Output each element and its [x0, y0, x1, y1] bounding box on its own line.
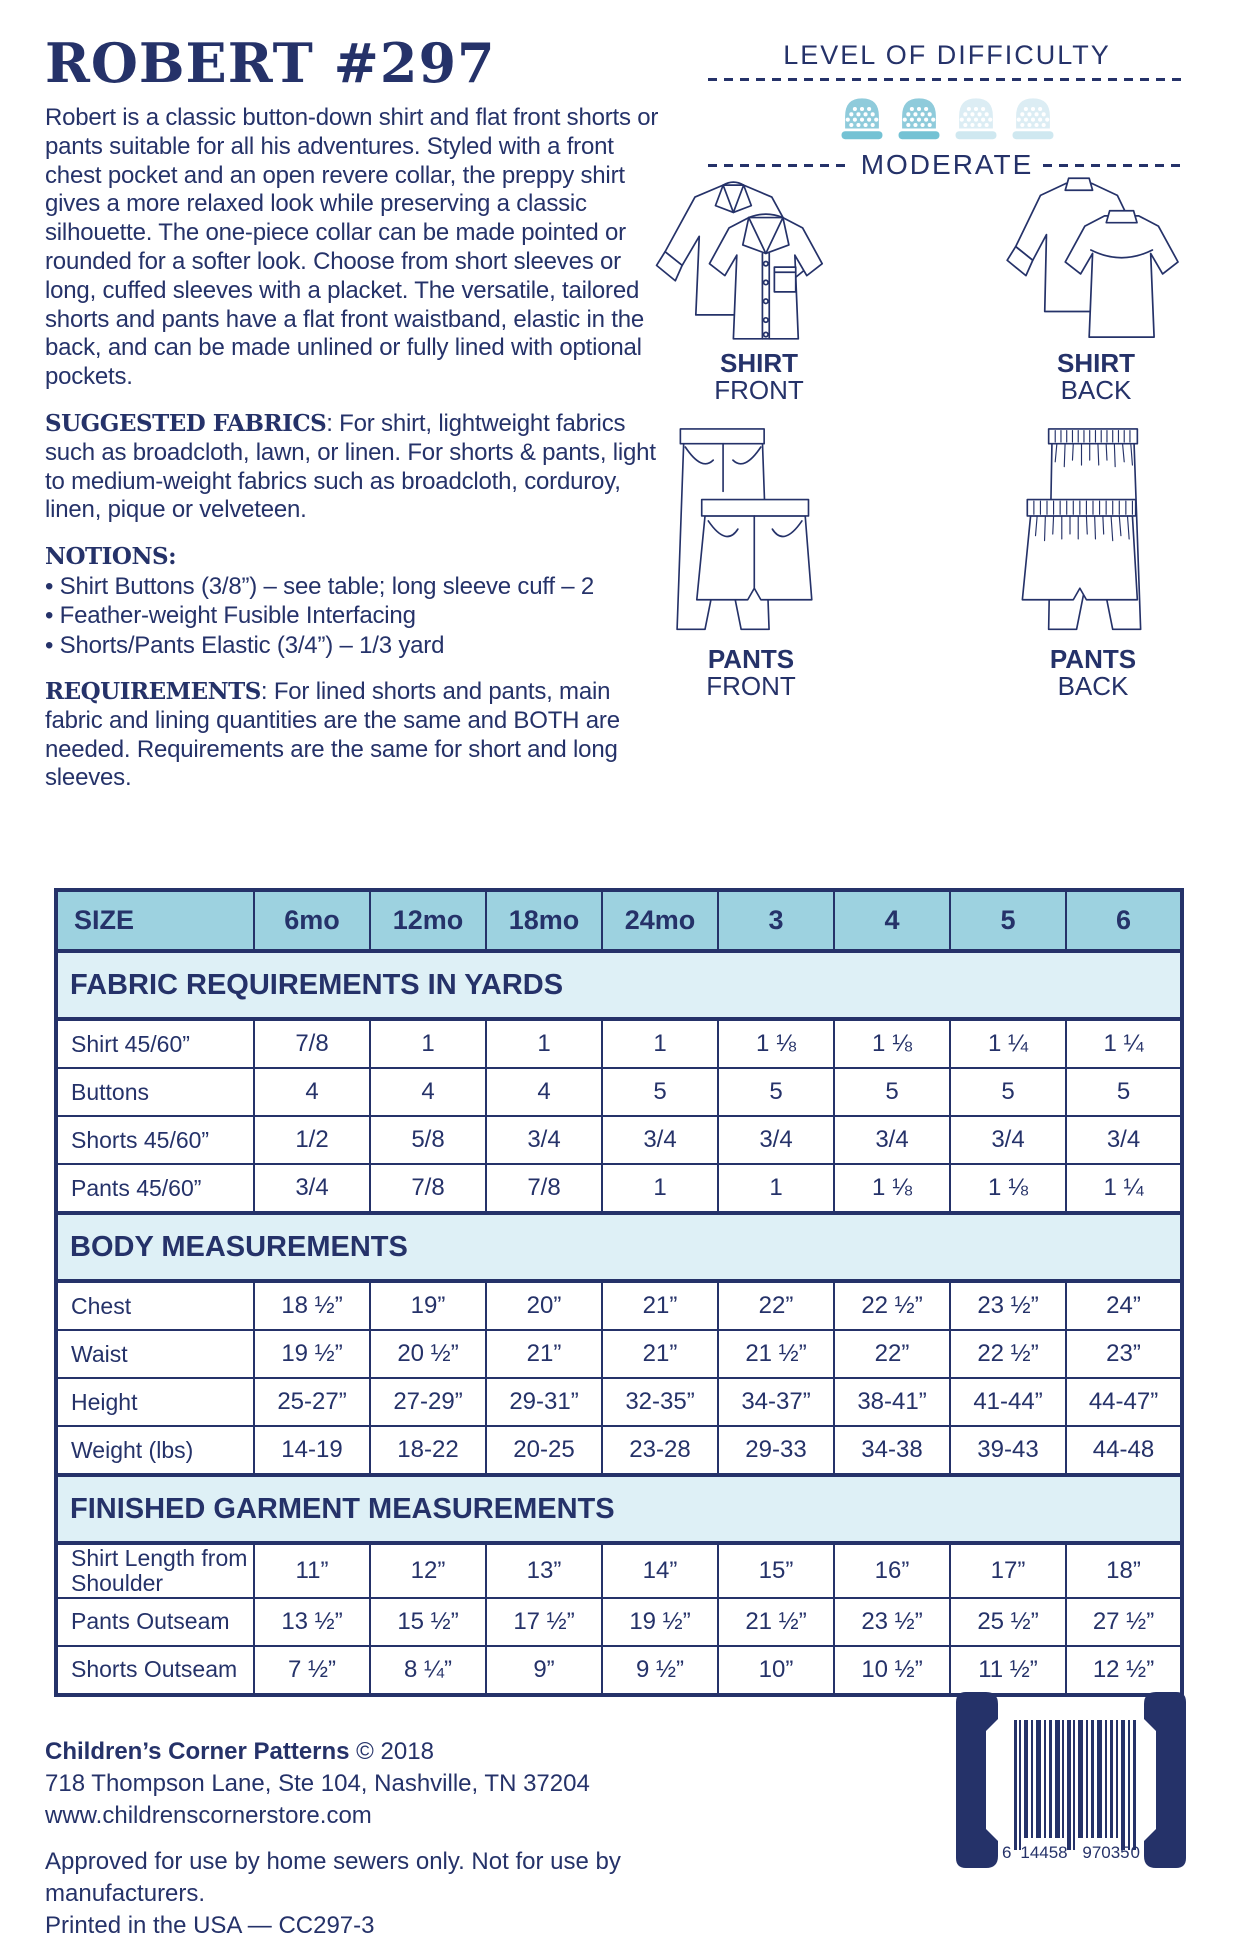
table-cell: 21” [602, 1330, 718, 1378]
difficulty-panel [708, 40, 1186, 181]
table-cell: 8 ¼” [370, 1646, 486, 1695]
table-cell: 1 ¼ [1066, 1164, 1182, 1213]
row-label: Shirt 45/60” [56, 1019, 254, 1068]
barcode-digit-group: 6 [1002, 1843, 1012, 1862]
figure-label-sub: FRONT [706, 671, 796, 702]
table-section-heading: FINISHED GARMENT MEASUREMENTS [56, 1475, 1182, 1543]
table-cell: 1 [370, 1019, 486, 1068]
table-section-heading: FABRIC REQUIREMENTS IN YARDS [56, 951, 1182, 1019]
table-cell: 23” [1066, 1330, 1182, 1378]
table-cell: 23 ½” [834, 1598, 950, 1646]
table-cell: 7/8 [254, 1019, 370, 1068]
size-column-header: 6mo [254, 890, 370, 951]
size-table-section [54, 888, 1184, 1697]
row-label: Chest [56, 1281, 254, 1330]
barcode-digit-group: 0 [1130, 1843, 1140, 1862]
table-cell: 39-43 [950, 1426, 1066, 1475]
table-cell: 10” [718, 1646, 834, 1695]
table-cell: 11 ½” [950, 1646, 1066, 1695]
table-row [56, 1281, 1182, 1330]
table-cell: 23 ½” [950, 1281, 1066, 1330]
table-row [56, 1646, 1182, 1695]
pattern-description: Robert is a classic button-down shirt and flat front shorts or pants suitable for all his adventures. Styled with a front chest pocket and an open revere collar, the preppy shirt gives a more relaxed look while preserving a classic silhouette. The one-piece collar can be made pointed or rounded for a softer look. Choose from short sleeves or long, cuffed sleeves with a placket. The versatile, tailored shorts and pants have a flat front waistband, elastic in the back, and can be made unlined or fully lined with optional pockets. [45, 104, 659, 391]
pants-back-label [1050, 646, 1136, 701]
table-cell: 1 [718, 1164, 834, 1213]
table-cell: 44-48 [1066, 1426, 1182, 1475]
table-cell: 3/4 [1066, 1116, 1182, 1164]
figure-label-sub: BACK [1057, 671, 1129, 702]
table-cell: 22” [834, 1330, 950, 1378]
table-cell: 3/4 [602, 1116, 718, 1164]
table-cell: 16” [834, 1543, 950, 1598]
pants-figures [652, 424, 1192, 701]
shirt-back-figure [992, 168, 1200, 405]
table-cell: 21 ½” [718, 1598, 834, 1646]
notion-item: • Shorts/Pants Elastic (3/4”) – 1/3 yard [45, 631, 445, 659]
page-title: ROBERT #297 [45, 31, 496, 95]
publisher-website: www.childrenscornerstore.com [45, 1801, 372, 1829]
table-header-row [56, 890, 1182, 951]
shirt-front-label [714, 350, 804, 405]
table-cell: 7/8 [370, 1164, 486, 1213]
table-cell: 5 [1066, 1068, 1182, 1116]
table-cell: 1 [602, 1164, 718, 1213]
pants-front-illustration [652, 424, 850, 640]
size-column-header: 5 [950, 890, 1066, 951]
upc-barcode [956, 1692, 1186, 1868]
table-cell: 5 [834, 1068, 950, 1116]
left-column [45, 31, 663, 811]
thimble-rating [708, 91, 1186, 143]
table-cell: 1 ⅛ [718, 1019, 834, 1068]
table-cell: 7/8 [486, 1164, 602, 1213]
table-cell: 1 ¼ [1066, 1019, 1182, 1068]
table-cell: 5/8 [370, 1116, 486, 1164]
table-cell: 1 ⅛ [950, 1164, 1066, 1213]
row-label: Weight (lbs) [56, 1426, 254, 1475]
pants-back-figure [994, 424, 1192, 701]
size-column-header: 12mo [370, 890, 486, 951]
size-table [54, 888, 1184, 1697]
table-cell: 34-38 [834, 1426, 950, 1475]
row-label: Pants Outseam [56, 1598, 254, 1646]
table-cell: 20” [486, 1281, 602, 1330]
table-cell: 1 ¼ [950, 1019, 1066, 1068]
table-cell: 38-41” [834, 1378, 950, 1426]
barcode-digit-group: 14458 [1020, 1843, 1068, 1862]
row-label: Buttons [56, 1068, 254, 1116]
table-cell: 9 ½” [602, 1646, 718, 1695]
pants-front-label [706, 646, 796, 701]
table-cell: 12 ½” [1066, 1646, 1182, 1695]
table-cell: 1 [486, 1019, 602, 1068]
publisher-address: 718 Thompson Lane, Ste 104, Nashville, TN 37204 [45, 1769, 590, 1797]
footer [45, 1736, 765, 1941]
table-cell: 21 ½” [718, 1330, 834, 1378]
table-cell: 5 [950, 1068, 1066, 1116]
pants-back-illustration [994, 424, 1192, 640]
table-cell: 25-27” [254, 1378, 370, 1426]
table-section-row [56, 1213, 1182, 1281]
shirt-back-illustration [992, 168, 1200, 344]
table-cell: 21” [602, 1281, 718, 1330]
notion-item: • Shirt Buttons (3/8”) – see table; long sleeve cuff – 2 [45, 573, 595, 601]
table-cell: 15” [718, 1543, 834, 1598]
table-row [56, 1330, 1182, 1378]
approved-note: Approved for use by home sewers only. Not for use by manufacturers. [45, 1847, 621, 1907]
table-cell: 22 ½” [950, 1330, 1066, 1378]
suggested-fabrics-text: : For shirt, lightweight fabrics such as broadcloth, lawn, or linen. For shorts & pants, light to medium-weight fabrics such as broadcloth, corduroy, linen, pique or velveteen. [45, 409, 656, 524]
copyright-year: © 2018 [349, 1738, 434, 1765]
table-cell: 20 ½” [370, 1330, 486, 1378]
size-header-cell: SIZE [56, 890, 254, 951]
table-cell: 27 ½” [1066, 1598, 1182, 1646]
spool-right-cap [1144, 1692, 1186, 1868]
table-row [56, 1019, 1182, 1068]
row-label: Pants 45/60” [56, 1164, 254, 1213]
table-row [56, 1598, 1182, 1646]
spool-left-cap [956, 1692, 998, 1868]
table-cell: 1 [602, 1019, 718, 1068]
table-cell: 5 [718, 1068, 834, 1116]
requirements-text: : For lined shorts and pants, main fabric and lining quantities are the same and BOTH are needed. Requirements are the same for short and long sleeves. [45, 677, 620, 792]
requirements-heading: REQUIREMENTS [45, 677, 261, 705]
table-cell: 20-25 [486, 1426, 602, 1475]
table-cell: 1/2 [254, 1116, 370, 1164]
table-cell: 19 ½” [254, 1330, 370, 1378]
table-section-row [56, 1475, 1182, 1543]
thimble-icon [952, 91, 1000, 143]
table-cell: 15 ½” [370, 1598, 486, 1646]
table-cell: 13” [486, 1543, 602, 1598]
row-label: Shorts 45/60” [56, 1116, 254, 1164]
table-cell: 3/4 [254, 1164, 370, 1213]
table-cell: 32-35” [602, 1378, 718, 1426]
size-column-header: 6 [1066, 890, 1182, 951]
table-cell: 25 ½” [950, 1598, 1066, 1646]
shirt-front-figure [648, 168, 870, 405]
table-cell: 29-31” [486, 1378, 602, 1426]
notions-section [45, 543, 663, 660]
table-cell: 13 ½” [254, 1598, 370, 1646]
table-row [56, 1543, 1182, 1598]
table-cell: 19 ½” [602, 1598, 718, 1646]
table-cell: 24” [1066, 1281, 1182, 1330]
figure-label-bold: SHIRT [719, 348, 798, 378]
table-cell: 14-19 [254, 1426, 370, 1475]
table-cell: 7 ½” [254, 1646, 370, 1695]
dashed-divider [1043, 164, 1186, 167]
shirt-back-label [1057, 350, 1135, 405]
row-label: Shorts Outseam [56, 1646, 254, 1695]
table-cell: 21” [486, 1330, 602, 1378]
size-column-header: 3 [718, 890, 834, 951]
shirt-figures [648, 168, 1200, 405]
table-section-heading: BODY MEASUREMENTS [56, 1213, 1182, 1281]
row-label: Waist [56, 1330, 254, 1378]
table-cell: 18” [1066, 1543, 1182, 1598]
table-cell: 10 ½” [834, 1646, 950, 1695]
table-cell: 34-37” [718, 1378, 834, 1426]
figure-label-bold: PANTS [1049, 644, 1137, 674]
suggested-fabrics-heading: SUGGESTED FABRICS [45, 409, 327, 437]
barcode-digit-group: 97035 [1082, 1843, 1130, 1862]
table-cell: 12” [370, 1543, 486, 1598]
table-cell: 44-47” [1066, 1378, 1182, 1426]
table-cell: 27-29” [370, 1378, 486, 1426]
requirements-paragraph [45, 678, 663, 793]
thimble-icon [1009, 91, 1057, 143]
difficulty-heading: LEVEL OF DIFFICULTY [783, 40, 1111, 70]
size-column-header: 4 [834, 890, 950, 951]
difficulty-level: MODERATE [860, 149, 1034, 180]
table-cell: 3/4 [950, 1116, 1066, 1164]
table-cell: 19” [370, 1281, 486, 1330]
table-cell: 22 ½” [834, 1281, 950, 1330]
table-row [56, 1164, 1182, 1213]
table-cell: 23-28 [602, 1426, 718, 1475]
table-cell: 1 ⅛ [834, 1164, 950, 1213]
table-cell: 3/4 [486, 1116, 602, 1164]
notions-heading: NOTIONS: [45, 543, 177, 571]
table-cell: 9” [486, 1646, 602, 1695]
table-row [56, 1116, 1182, 1164]
table-cell: 18 ½” [254, 1281, 370, 1330]
table-cell: 3/4 [834, 1116, 950, 1164]
thimble-icon [895, 91, 943, 143]
row-label: Shirt Length from Shoulder [56, 1543, 254, 1598]
table-row [56, 1068, 1182, 1116]
table-cell: 14” [602, 1543, 718, 1598]
table-cell: 22” [718, 1281, 834, 1330]
notion-item: • Feather-weight Fusible Interfacing [45, 602, 416, 630]
dashed-divider [708, 78, 1186, 81]
table-row [56, 1378, 1182, 1426]
figure-label-sub: BACK [1060, 375, 1132, 406]
row-label: Height [56, 1378, 254, 1426]
table-cell: 17 ½” [486, 1598, 602, 1646]
table-cell: 5 [602, 1068, 718, 1116]
suggested-fabrics-paragraph [45, 410, 663, 525]
table-cell: 11” [254, 1543, 370, 1598]
size-column-header: 18mo [486, 890, 602, 951]
table-cell: 18-22 [370, 1426, 486, 1475]
table-cell: 41-44” [950, 1378, 1066, 1426]
table-section-row [56, 951, 1182, 1019]
table-cell: 17” [950, 1543, 1066, 1598]
pants-front-figure [652, 424, 850, 701]
table-cell: 4 [254, 1068, 370, 1116]
size-column-header: 24mo [602, 890, 718, 951]
shirt-front-illustration [648, 168, 870, 344]
table-cell: 29-33 [718, 1426, 834, 1475]
publisher-name: Children’s Corner Patterns [45, 1738, 350, 1765]
table-cell: 1 ⅛ [834, 1019, 950, 1068]
figure-label-bold: SHIRT [1057, 348, 1135, 378]
figure-label-bold: PANTS [707, 644, 795, 674]
dashed-divider [708, 164, 851, 167]
table-cell: 4 [370, 1068, 486, 1116]
table-cell: 4 [486, 1068, 602, 1116]
thimble-icon [838, 91, 886, 143]
printed-note: Printed in the USA — CC297-3 [45, 1911, 375, 1939]
table-row [56, 1426, 1182, 1475]
publisher-line [45, 1736, 765, 1768]
spacer [45, 1832, 765, 1846]
table-cell: 3/4 [718, 1116, 834, 1164]
figure-label-sub: FRONT [714, 375, 804, 406]
